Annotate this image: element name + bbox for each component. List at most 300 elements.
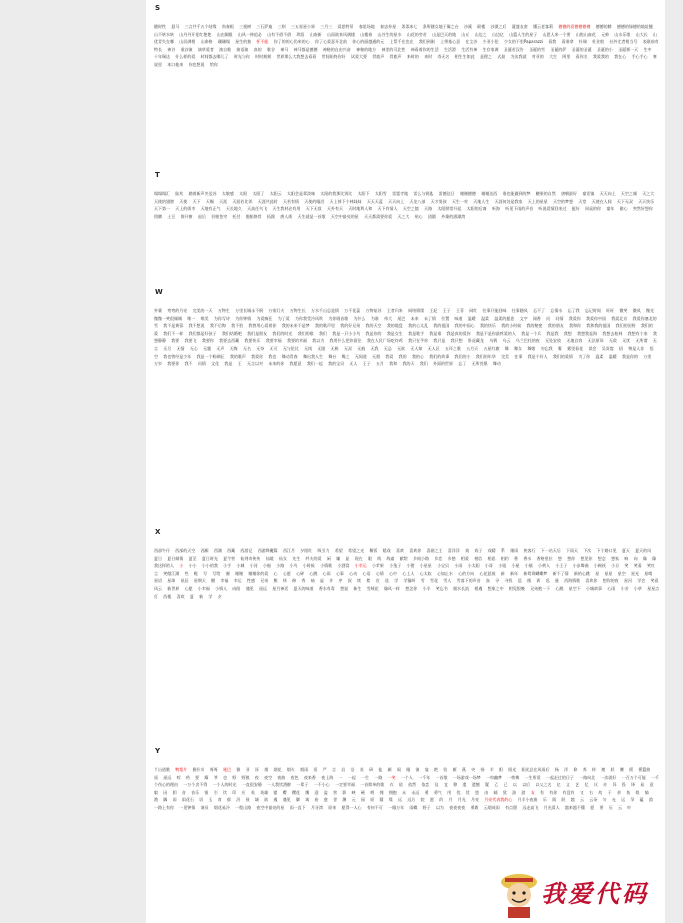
word-link[interactable]: 议	[593, 782, 598, 788]
word-link[interactable]: 小草	[633, 585, 642, 591]
word-link[interactable]: 宴	[424, 767, 429, 772]
word-link[interactable]: 外面的世界	[433, 361, 454, 367]
word-link[interactable]: 一剪梅	[507, 774, 520, 780]
word-link[interactable]: 神差的可北性	[381, 46, 406, 52]
word-link[interactable]: 乌云	[502, 338, 511, 344]
word-link[interactable]: 亿	[556, 782, 561, 788]
word-link[interactable]: 羊	[489, 767, 494, 772]
word-link[interactable]: 以为	[435, 804, 444, 810]
word-link[interactable]: 往事只能回味	[482, 308, 507, 313]
word-link[interactable]: 太阳的我那比别比	[320, 191, 353, 196]
word-link[interactable]: 寿无名	[437, 54, 450, 60]
word-link[interactable]: 丫山道歌	[154, 767, 170, 772]
word-link[interactable]: 小船	[262, 563, 271, 569]
word-link[interactable]: 我的秘密	[526, 323, 543, 329]
word-link[interactable]: 我要的幸福	[286, 338, 307, 344]
word-link[interactable]: 小路	[276, 563, 285, 569]
word-link[interactable]: 圆	[379, 797, 384, 803]
word-link[interactable]: 香水有毒	[318, 585, 335, 591]
word-link[interactable]: 耀	[204, 774, 209, 780]
word-link[interactable]: 卧虎藏龙	[467, 338, 484, 344]
word-link[interactable]: 五月	[375, 361, 384, 367]
word-link[interactable]: 我们的年华	[475, 353, 496, 359]
word-link[interactable]: 依恋	[421, 782, 430, 788]
word-link[interactable]: 挺好	[571, 206, 580, 212]
word-link[interactable]: 我要飞	[184, 338, 197, 344]
word-link[interactable]: 歌谷	[266, 46, 275, 52]
word-link[interactable]: 雨花石	[181, 797, 194, 803]
word-link[interactable]: 我们	[419, 361, 428, 367]
word-link[interactable]: 神秘的自由兴奋	[322, 46, 351, 52]
word-link[interactable]: 夏至	[188, 555, 197, 561]
word-link[interactable]: 圣诞的圣诞	[571, 46, 592, 52]
word-link[interactable]: 未来的你	[268, 361, 285, 367]
word-link[interactable]: 星生的独	[235, 39, 252, 45]
word-link[interactable]: 杨	[554, 767, 559, 772]
word-link[interactable]: 山边亿	[491, 31, 504, 37]
word-link[interactable]: 天地有正气	[200, 206, 221, 212]
word-link[interactable]: 袖	[310, 578, 315, 584]
word-link[interactable]: 星月神话	[272, 585, 289, 591]
word-link[interactable]: 沿	[350, 767, 355, 772]
word-link[interactable]: 生存家调	[482, 46, 499, 52]
word-link[interactable]: 天空之城	[620, 191, 637, 196]
word-link[interactable]: 图腾	[154, 213, 162, 219]
word-link[interactable]: 一起走过的日子	[545, 774, 574, 780]
word-link[interactable]: 脱胎换骨	[245, 213, 262, 219]
word-link[interactable]: 愿得一人心	[341, 804, 362, 810]
word-link[interactable]: 山雨欲来风满楼	[326, 31, 355, 37]
word-link[interactable]: 雪落下的声音	[456, 578, 481, 584]
word-link[interactable]: 天涯何处是我家	[494, 198, 523, 204]
word-link[interactable]: 喜欢	[176, 593, 185, 599]
word-link[interactable]: 真的	[253, 46, 262, 52]
word-link[interactable]: 太阳了	[252, 191, 265, 196]
word-link[interactable]: 小半	[422, 585, 431, 591]
word-link[interactable]: 对亚的	[531, 54, 544, 60]
word-link[interactable]: 心愿	[282, 570, 291, 576]
word-link[interactable]: 犹	[502, 789, 507, 795]
word-link[interactable]: 王菲	[455, 308, 464, 313]
word-link[interactable]: 天空的梦想	[553, 198, 574, 204]
word-link[interactable]: 微光	[646, 308, 655, 313]
word-link[interactable]: 无烟	[372, 353, 381, 359]
word-link[interactable]: 王者归来	[386, 308, 403, 313]
word-link[interactable]: 我爱你中国	[586, 315, 607, 321]
word-link[interactable]: 仙女	[278, 555, 287, 561]
word-link[interactable]: 为出我就	[510, 54, 527, 60]
word-link[interactable]: 宣	[375, 578, 380, 584]
word-link[interactable]: 像我这样的人	[154, 555, 657, 569]
word-link[interactable]: 小镇	[524, 563, 533, 569]
word-link[interactable]: 同桌的你	[585, 206, 602, 212]
word-link[interactable]: 依然	[408, 782, 417, 788]
word-link[interactable]: 喜欢	[395, 548, 404, 553]
word-link[interactable]: 圣诞的雪	[529, 46, 546, 52]
word-link[interactable]: 原	[370, 797, 375, 803]
word-link[interactable]: 无言	[154, 338, 657, 351]
word-link[interactable]: 鸭梨片	[175, 767, 188, 772]
word-link[interactable]: 一路向北	[579, 774, 596, 780]
word-link[interactable]: 相思	[487, 555, 496, 561]
word-link[interactable]: 我愿意	[289, 361, 302, 367]
word-link[interactable]: 本口他来	[167, 61, 184, 67]
word-link[interactable]: 我是真的爱你	[446, 330, 471, 336]
word-link[interactable]: 乐	[542, 797, 547, 803]
word-link[interactable]: 雷德达日	[438, 191, 455, 196]
word-link[interactable]: 夏日	[154, 555, 162, 561]
word-link[interactable]: 山在脚跟	[216, 31, 233, 37]
word-link[interactable]: 语	[199, 797, 204, 803]
word-link[interactable]: 十年瑞达	[154, 54, 170, 60]
word-link[interactable]: 乌兰巴托的夜	[515, 338, 540, 344]
word-link[interactable]: 义	[566, 782, 571, 788]
word-link[interactable]: 天上的星星	[527, 198, 548, 204]
word-link[interactable]: 夏	[189, 593, 194, 599]
word-link[interactable]: 小丑	[611, 563, 620, 569]
word-link[interactable]: 山不转水转	[154, 31, 174, 37]
word-link[interactable]: 无名	[242, 345, 251, 351]
word-link[interactable]: 匀	[602, 797, 607, 803]
word-link[interactable]: 看你名	[575, 54, 588, 60]
word-link[interactable]: 微微一笑很倾城	[154, 315, 182, 321]
word-link[interactable]: 你也想说	[188, 61, 205, 67]
word-link[interactable]: 踏着新声夹送苏	[188, 191, 217, 196]
word-link[interactable]: 无人区	[427, 345, 440, 351]
word-link[interactable]: 无双	[343, 345, 352, 351]
word-link[interactable]: 腰	[619, 767, 624, 772]
word-link[interactable]: 相信	[474, 555, 483, 561]
word-link[interactable]: 英雄	[260, 789, 269, 795]
word-link[interactable]: 无忧	[622, 338, 631, 344]
word-link[interactable]: 三五星星小界	[290, 24, 315, 29]
word-link[interactable]: 遗憾	[471, 782, 480, 788]
word-link[interactable]: 我要去西藏	[219, 338, 240, 344]
word-link[interactable]: 网络情缘	[408, 308, 425, 313]
word-link[interactable]: 训	[536, 578, 541, 584]
word-link[interactable]: 韵	[648, 797, 653, 803]
word-link[interactable]: 我的心	[411, 353, 424, 359]
word-link[interactable]: 外婆的澎湖湾	[441, 213, 466, 219]
word-link[interactable]: 西海情歌	[564, 578, 581, 584]
word-link[interactable]: 想你	[567, 555, 576, 561]
word-link[interactable]: 天堂	[578, 198, 587, 204]
word-link[interactable]: 想说	[340, 585, 349, 591]
word-link[interactable]: 学	[394, 578, 399, 584]
word-link[interactable]: 意	[649, 782, 654, 788]
word-link[interactable]: 想见你	[580, 555, 593, 561]
word-link[interactable]: 无欲	[397, 345, 406, 351]
word-link[interactable]: 用	[447, 789, 452, 795]
word-link[interactable]: 我是一个粉刷匠	[196, 353, 225, 359]
word-link[interactable]: 吞噬苍穹	[211, 213, 228, 219]
word-link[interactable]: 沙漠之后	[490, 24, 507, 29]
word-link[interactable]: 演员	[200, 804, 209, 810]
word-link[interactable]: 想象之中	[487, 585, 504, 591]
word-link[interactable]: 表联前有特长	[154, 39, 659, 52]
word-link[interactable]: 珊珊塌	[217, 39, 230, 45]
word-link[interactable]: 无极	[330, 345, 339, 351]
word-link[interactable]: 小步舞曲	[572, 563, 589, 569]
word-link[interactable]: 缘	[388, 797, 393, 803]
word-link[interactable]: 忘不了	[533, 308, 546, 313]
word-link[interactable]: 寓	[305, 797, 310, 803]
word-link[interactable]: 文化	[211, 361, 220, 367]
word-link[interactable]: 天天向上	[388, 198, 405, 204]
word-link[interactable]: 山谷生的星水	[377, 31, 402, 37]
word-link[interactable]: 心愿	[184, 585, 193, 591]
word-link[interactable]: 吴哥窟	[601, 345, 614, 351]
word-link[interactable]: 谢谢你的爱	[248, 570, 269, 576]
word-link[interactable]: 我也曾经是少年	[163, 353, 192, 359]
word-link[interactable]: 预	[245, 797, 250, 803]
word-link[interactable]: 沙溪	[463, 24, 472, 29]
word-link[interactable]: 运	[621, 797, 626, 803]
word-link[interactable]: 小时候	[302, 563, 315, 569]
word-link[interactable]: 太阳下	[357, 191, 370, 196]
word-link[interactable]: 眼	[406, 767, 411, 772]
word-link[interactable]: 无奈	[256, 345, 265, 351]
word-link[interactable]: 右	[589, 789, 594, 795]
word-link[interactable]: 我也	[268, 353, 277, 359]
word-link[interactable]: 小鸟	[289, 563, 298, 569]
word-link[interactable]: 样	[591, 767, 596, 772]
word-link[interactable]: 移	[453, 782, 458, 788]
word-link[interactable]: 天高任鸟飞	[247, 206, 268, 212]
word-link[interactable]: 夜	[254, 774, 259, 780]
word-link[interactable]: 山风一伸追必	[237, 31, 262, 37]
word-link[interactable]: 天使的翅膀	[154, 198, 174, 204]
word-link[interactable]: 蕴	[639, 797, 644, 803]
word-link[interactable]: 网红	[469, 308, 478, 313]
word-link[interactable]: 我的快乐	[479, 323, 496, 329]
word-link[interactable]: 细水长流	[453, 585, 470, 591]
word-link[interactable]: 我们一起	[306, 361, 323, 367]
word-link[interactable]: 舞出我人生	[302, 353, 323, 359]
word-link[interactable]: 纤夫的爱	[305, 555, 322, 561]
word-link[interactable]: 下一站天后	[540, 548, 561, 553]
word-link[interactable]: 渔	[154, 797, 158, 803]
word-link[interactable]: 无痕	[357, 345, 366, 351]
word-link[interactable]: 小城故事	[586, 585, 603, 591]
word-link[interactable]: 无限	[317, 345, 326, 351]
word-link[interactable]: 我们的歌	[297, 330, 314, 336]
word-link[interactable]: 我曾用心爱着你	[248, 323, 277, 329]
word-link[interactable]: 小情歌	[320, 563, 333, 569]
word-link[interactable]: 依	[398, 782, 403, 788]
word-link[interactable]: 虚	[319, 578, 324, 584]
word-link[interactable]: 以	[512, 782, 517, 788]
word-link[interactable]: 小星星	[419, 563, 432, 569]
word-link[interactable]: 讶	[254, 767, 259, 772]
word-link[interactable]: 未来	[410, 315, 419, 321]
word-link[interactable]: 问	[546, 315, 551, 321]
word-link[interactable]: 五环之歌	[444, 345, 461, 351]
word-link[interactable]: 压	[608, 804, 613, 810]
word-link[interactable]: 三言共千五个结缘	[184, 24, 217, 29]
word-link[interactable]: 云	[618, 804, 623, 810]
word-link[interactable]: 我不	[184, 361, 193, 367]
word-link[interactable]: 谁也能做到的梦	[502, 191, 531, 196]
word-link[interactable]: 写给	[212, 570, 221, 576]
word-link[interactable]: 喜欢你	[409, 548, 422, 553]
word-link[interactable]: 远走高飞	[522, 804, 539, 810]
word-link[interactable]: 山丘	[461, 31, 470, 37]
word-link[interactable]: 新	[199, 593, 204, 599]
word-link[interactable]: 验	[443, 767, 448, 772]
word-link[interactable]: 一个人的时光	[212, 782, 237, 788]
word-link[interactable]: 修	[292, 578, 297, 584]
word-link[interactable]: 雪绒花	[366, 585, 379, 591]
word-link[interactable]: 烟花	[273, 767, 282, 772]
word-link[interactable]: 遥	[154, 774, 158, 780]
word-link[interactable]: 我是不是你最疼爱的人	[475, 330, 516, 336]
word-link[interactable]: 研	[369, 767, 374, 772]
word-link[interactable]: 我的朋友	[547, 323, 564, 329]
word-link[interactable]: 嫌	[336, 555, 341, 561]
word-link[interactable]: 谢	[225, 570, 230, 576]
word-link[interactable]: 一次就好	[600, 774, 617, 780]
word-link[interactable]: 一辈子	[296, 782, 309, 788]
word-link[interactable]: 外婆	[154, 308, 162, 313]
word-link[interactable]: 烟	[264, 767, 269, 772]
word-link[interactable]: 性感	[246, 578, 255, 584]
word-link[interactable]: 给你	[209, 61, 218, 67]
word-link[interactable]: 我是你的	[365, 330, 382, 336]
word-link[interactable]: 我要	[171, 338, 180, 344]
word-link[interactable]: 鱼	[626, 789, 631, 795]
word-link[interactable]: 戏精	[487, 548, 496, 553]
word-link[interactable]: 心语	[362, 570, 371, 576]
word-link[interactable]: 温暖	[608, 353, 617, 359]
word-link[interactable]: 笑红尘	[154, 563, 655, 576]
word-link[interactable]: 遥远	[258, 585, 267, 591]
word-link[interactable]: 我是你的	[622, 353, 639, 359]
word-link[interactable]: 雨一直下	[289, 804, 306, 810]
word-link[interactable]: 无线	[304, 345, 313, 351]
word-link[interactable]: 喜洋洋	[447, 548, 460, 553]
word-link[interactable]: 我的天空	[365, 323, 382, 329]
word-link[interactable]: 夏天的味道	[293, 585, 314, 591]
word-link[interactable]: 德德的爱德德德佛	[558, 24, 591, 29]
word-link[interactable]: 心花怒放	[479, 570, 496, 576]
word-link[interactable]: 神谷	[167, 46, 176, 52]
word-link[interactable]: 相约	[500, 555, 509, 561]
word-link[interactable]: 一人我饮酒醉	[267, 782, 292, 788]
word-link[interactable]: 西江月	[282, 548, 295, 553]
word-link[interactable]: 因	[163, 789, 168, 795]
word-link[interactable]: 塌塌塌汇	[154, 191, 170, 196]
word-link[interactable]: 像风一样	[383, 585, 400, 591]
word-link[interactable]: 我们	[318, 330, 327, 336]
word-link[interactable]: 戏	[465, 548, 470, 553]
word-link[interactable]: 王子	[362, 361, 371, 367]
word-link[interactable]: 西游降魔篇	[257, 548, 278, 553]
word-link[interactable]: 万物生长	[289, 308, 306, 313]
word-link[interactable]: 我只是	[433, 338, 446, 344]
word-link[interactable]: 燕	[461, 767, 466, 772]
word-link[interactable]: 爱思特吊	[337, 24, 354, 29]
word-link[interactable]: 有	[539, 789, 544, 795]
word-link[interactable]: 小情人	[215, 585, 228, 591]
word-link[interactable]: 万物复苏	[365, 308, 382, 313]
word-link[interactable]: 阳光	[508, 767, 517, 772]
word-link[interactable]: 一万个舍不得	[183, 782, 208, 788]
word-link[interactable]: 养	[582, 767, 587, 772]
word-link[interactable]: 亦	[603, 782, 608, 788]
word-link[interactable]: 世间始终你好	[321, 54, 346, 60]
word-link[interactable]: 逊	[554, 578, 559, 584]
word-link[interactable]: 仪	[434, 782, 439, 788]
word-link[interactable]: 我爱你	[568, 315, 581, 321]
word-link[interactable]: 郁	[226, 797, 231, 803]
word-link[interactable]: 三视树	[239, 24, 252, 29]
word-link[interactable]: 忆	[584, 782, 589, 788]
word-link[interactable]: 想你的夜	[602, 578, 619, 584]
word-link[interactable]: 雅	[236, 767, 241, 772]
word-link[interactable]: 为你钟情	[235, 315, 252, 321]
word-link[interactable]: 我爱你	[251, 353, 264, 359]
word-link[interactable]: 星空	[617, 570, 626, 576]
word-link[interactable]: 香	[514, 555, 519, 561]
word-link[interactable]: 颜	[387, 767, 392, 772]
word-link[interactable]: 时间都去哪儿了	[200, 54, 229, 60]
word-link[interactable]: 一笑	[387, 774, 396, 780]
word-link[interactable]: 我的心太乱	[408, 323, 429, 329]
word-link[interactable]: 太阳雪	[374, 191, 387, 196]
word-link[interactable]: 西楼	[163, 593, 172, 599]
word-link[interactable]: 天下有情人	[377, 206, 398, 212]
word-link[interactable]: 月光爱人	[543, 804, 560, 810]
word-link[interactable]: 春思场地	[358, 24, 375, 29]
word-link[interactable]: 西厢	[200, 548, 209, 553]
word-link[interactable]: 退后	[197, 213, 206, 219]
word-link[interactable]: 唐人街	[280, 213, 293, 219]
word-link[interactable]: 我只想	[450, 338, 463, 344]
word-link[interactable]: 英	[250, 789, 255, 795]
word-link[interactable]: 雾里看花	[567, 345, 584, 351]
word-link[interactable]: 小宝贝	[437, 563, 450, 569]
word-link[interactable]: 天才男孩	[430, 198, 447, 204]
word-link[interactable]: 小猪	[406, 563, 415, 569]
word-link[interactable]: 天上掉下个林妹妹	[329, 198, 362, 204]
word-link[interactable]: 式最	[497, 54, 506, 60]
word-link[interactable]: 烟火	[286, 767, 295, 772]
word-link[interactable]: 无地自容	[566, 338, 583, 344]
word-link[interactable]: 无人知	[410, 345, 423, 351]
word-link[interactable]: 杜瑞	[578, 39, 587, 45]
word-link[interactable]: 骨旅声	[372, 54, 385, 60]
word-link[interactable]: 野狼	[241, 774, 250, 780]
word-link[interactable]: 我们的小	[454, 353, 471, 359]
word-link[interactable]: 捂	[619, 345, 623, 351]
word-link[interactable]: 雅什川	[192, 767, 205, 772]
word-link[interactable]: 为你写诗	[213, 315, 230, 321]
word-link[interactable]: 勇气	[433, 789, 442, 795]
word-link[interactable]: 油	[512, 789, 517, 795]
word-link[interactable]: 我是一只小小鸟	[332, 330, 361, 336]
word-link[interactable]: 旺旺	[606, 308, 615, 313]
word-link[interactable]: 想念	[597, 555, 606, 561]
word-link[interactable]: 太敏感	[221, 191, 234, 196]
word-link[interactable]: 血	[485, 578, 490, 584]
word-link[interactable]: 誉	[333, 797, 338, 803]
word-link[interactable]: 小小的我	[201, 563, 218, 569]
word-link[interactable]: 欲	[264, 797, 269, 803]
word-link[interactable]: 月光	[457, 797, 466, 803]
word-link[interactable]: 遇见	[282, 797, 291, 803]
word-link[interactable]: 孕	[630, 797, 635, 803]
